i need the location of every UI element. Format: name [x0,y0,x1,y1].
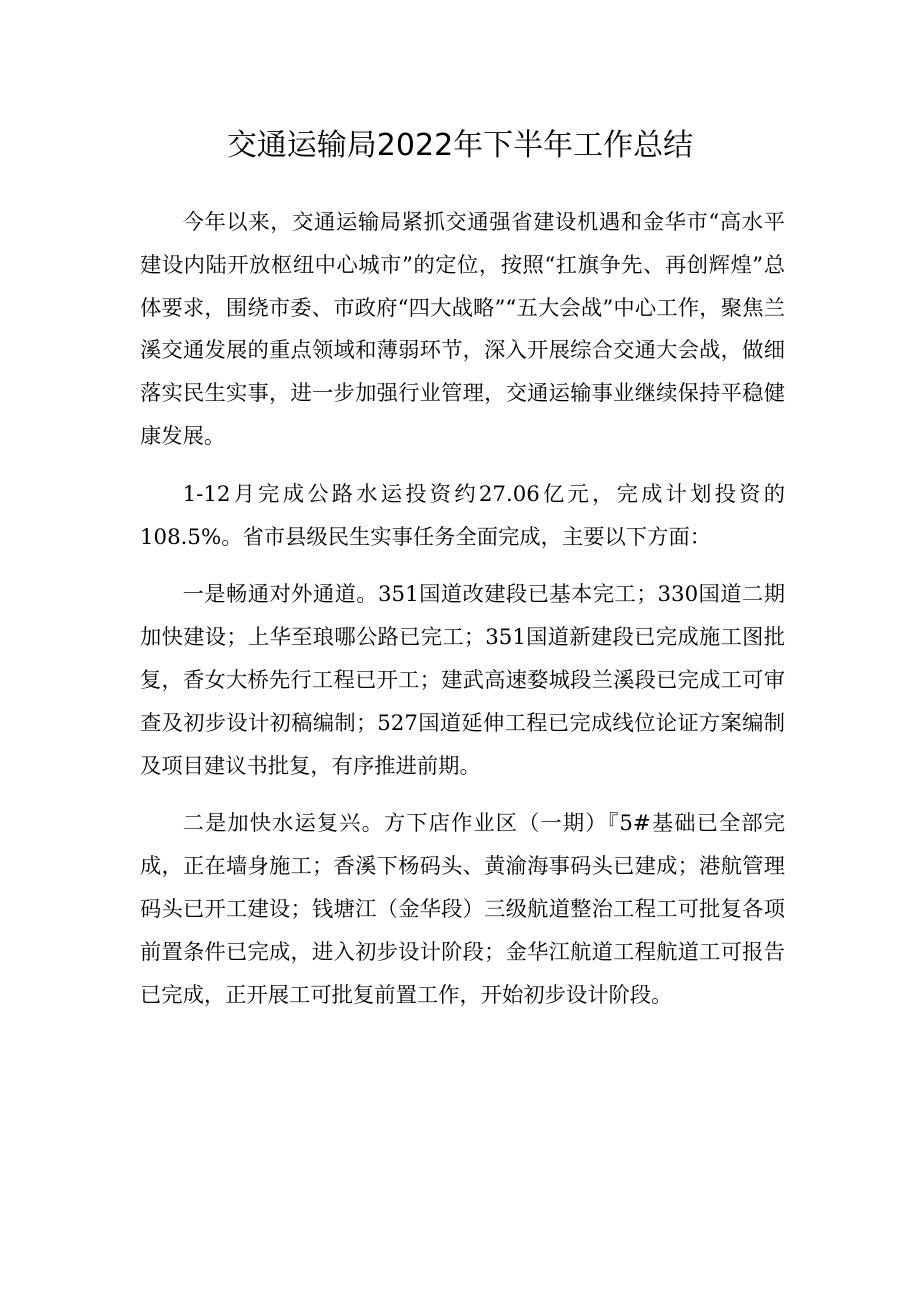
document-body [140,202,785,1017]
document-title: 交通运输局2022年下半年工作总结 [226,128,694,163]
paragraph-intro: 今年以来，交通运输局紧抓交通强省建设机遇和金华市“高水平建设内陆开放枢纽中心城市”的定位，按照“扛旗争先、再创辉煌”总体要求，围绕市委、市政府“四大战略”“五大会战”中心工作，聚焦兰溪交通发展的重点领域和薄弱环节，深入开展综合交通大会战，做细落实民生实事，进一步加强行业管理，交通运输事业继续保持平稳健康发展。 [140,210,785,449]
paragraph-external-roads: 一是畅通对外通道。351国道改建段已基本完工；330国道二期加快建设；上华至琅哪公路已完工；351国道新建段已完成施工图批复，香女大桥先行工程已开工；建武高速婺城段兰溪段已完成工可审查及初步设计初稿编制；527国道延伸工程已完成线位论证方案编制及项目建议书批复，有序推进前期。 [140,582,785,779]
paragraph-investment: 1-12月完成公路水运投资约27.06亿元，完成计划投资的108.5%。省市县级民生实事任务全面完成，主要以下方面： [140,481,785,550]
paragraph-waterway: 二是加快水运复兴。方下店作业区（一期）『5#基础已全部完成，正在墙身施工；香溪下杨码头、黄渝海事码头已建成；港航管理码头已开工建设；钱塘江（金华段）三级航道整治工程工可批复各项前置条件已完成，进入初步设计阶段；金华江航道工程航道工可报告已完成，正开展工可批复前置工作，开始初步设计阶段。 [140,811,785,1008]
